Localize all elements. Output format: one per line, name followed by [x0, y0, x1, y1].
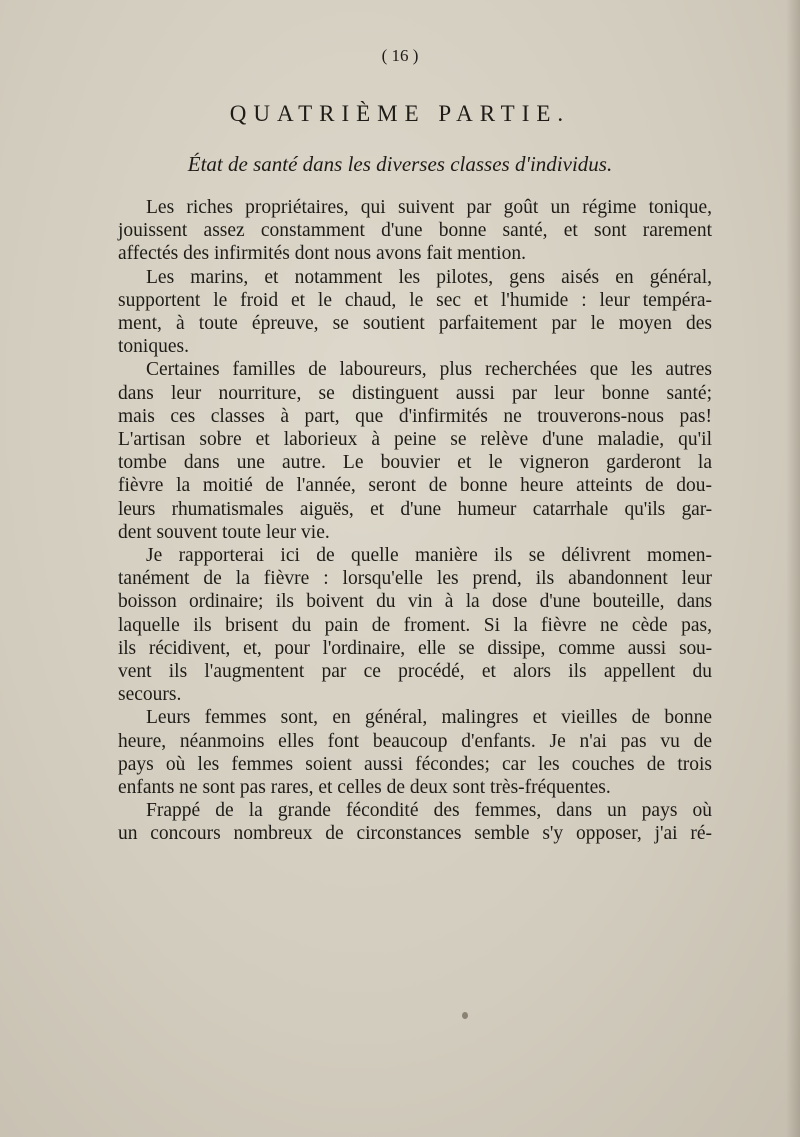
section-title: État de santé dans les diverses classes d'individus. [187, 152, 613, 176]
paragraph-6 [118, 799, 712, 845]
paragraph-1 [118, 196, 712, 266]
text-line: secours. [118, 684, 182, 706]
paragraph-3 [118, 358, 712, 544]
text-line: mais ces classes à part, que d'infirmités ne trouverons-nous pas! [118, 405, 712, 427]
text-line: un concours nombreux de circonstances semble s'y opposer, j'ai ré- [118, 823, 712, 845]
text-line: Les riches propriétaires, qui suivent par goût un régime tonique, [146, 197, 712, 218]
text-line: tanément de la fièvre : lorsqu'elle les prend, ils abandonnent leur [118, 568, 712, 590]
text-line: tombe dans une autre. Le bouvier et le vigneron garderont la [118, 452, 712, 474]
text-line: ment, à toute épreuve, se soutient parfaitement par le moyen des [118, 313, 712, 335]
paragraph-5 [118, 706, 712, 799]
text-line: fièvre la moitié de l'année, seront de bonne heure atteints de dou- [118, 475, 712, 497]
text-line: laquelle ils brisent du pain de froment. Si la fièvre ne cède pas, [118, 614, 712, 636]
text-line: Certaines familles de laboureurs, plus recherchées que les autres [146, 359, 712, 381]
text-line: leurs rhumatismales aiguës, et d'une humeur catarrhale qu'ils gar- [118, 498, 712, 520]
part-heading: QUATRIÈME PARTIE. [229, 101, 571, 126]
text-line: enfants ne sont pas rares, et celles de deux sont très-fréquentes. [118, 777, 611, 799]
text-line: heure, néanmoins elles font beaucoup d'enfants. Je n'ai pas vu de [118, 730, 712, 752]
text-line: affectés des infirmités dont nous avons fait mention. [118, 243, 526, 265]
text-line: L'artisan sobre et laborieux à peine se relève d'une maladie, qu'il [118, 429, 712, 451]
text-line: Leurs femmes sont, en général, malingres et vieilles de bonne [146, 707, 712, 729]
paragraph-2 [118, 266, 712, 359]
text-line: ils récidivent, et, pour l'ordinaire, elle se dissipe, comme aussi sou- [118, 637, 712, 659]
ink-spot [462, 1012, 468, 1019]
paragraph-4 [118, 544, 712, 706]
text-line: Les marins, et notamment les pilotes, gens aisés en général, [146, 266, 712, 288]
text-line: dans leur nourriture, se distinguent aussi par leur bonne santé; [118, 382, 712, 404]
text-line: supportent le froid et le chaud, le sec et l'humide : leur tempéra- [118, 289, 712, 311]
text-line: pays où les femmes soient aussi fécondes; car les couches de trois [118, 753, 712, 775]
text-line: jouissent assez constamment d'une bonne santé, et sont rarement [118, 220, 712, 242]
text-line: dent souvent toute leur vie. [118, 521, 330, 543]
text-line: boisson ordinaire; ils boivent du vin à la dose d'une bouteille, dans [118, 591, 712, 613]
page-number: ( 16 ) [381, 46, 419, 65]
body-text [118, 196, 712, 846]
text-line: Je rapporterai ici de quelle manière ils se délivrent momen- [146, 545, 712, 567]
text-line: toniques. [118, 336, 189, 358]
text-line: Frappé de la grande fécondité des femmes, dans un pays où [146, 800, 712, 822]
text-line: vent ils l'augmentent par ce procédé, et alors ils appellent du [118, 661, 712, 683]
